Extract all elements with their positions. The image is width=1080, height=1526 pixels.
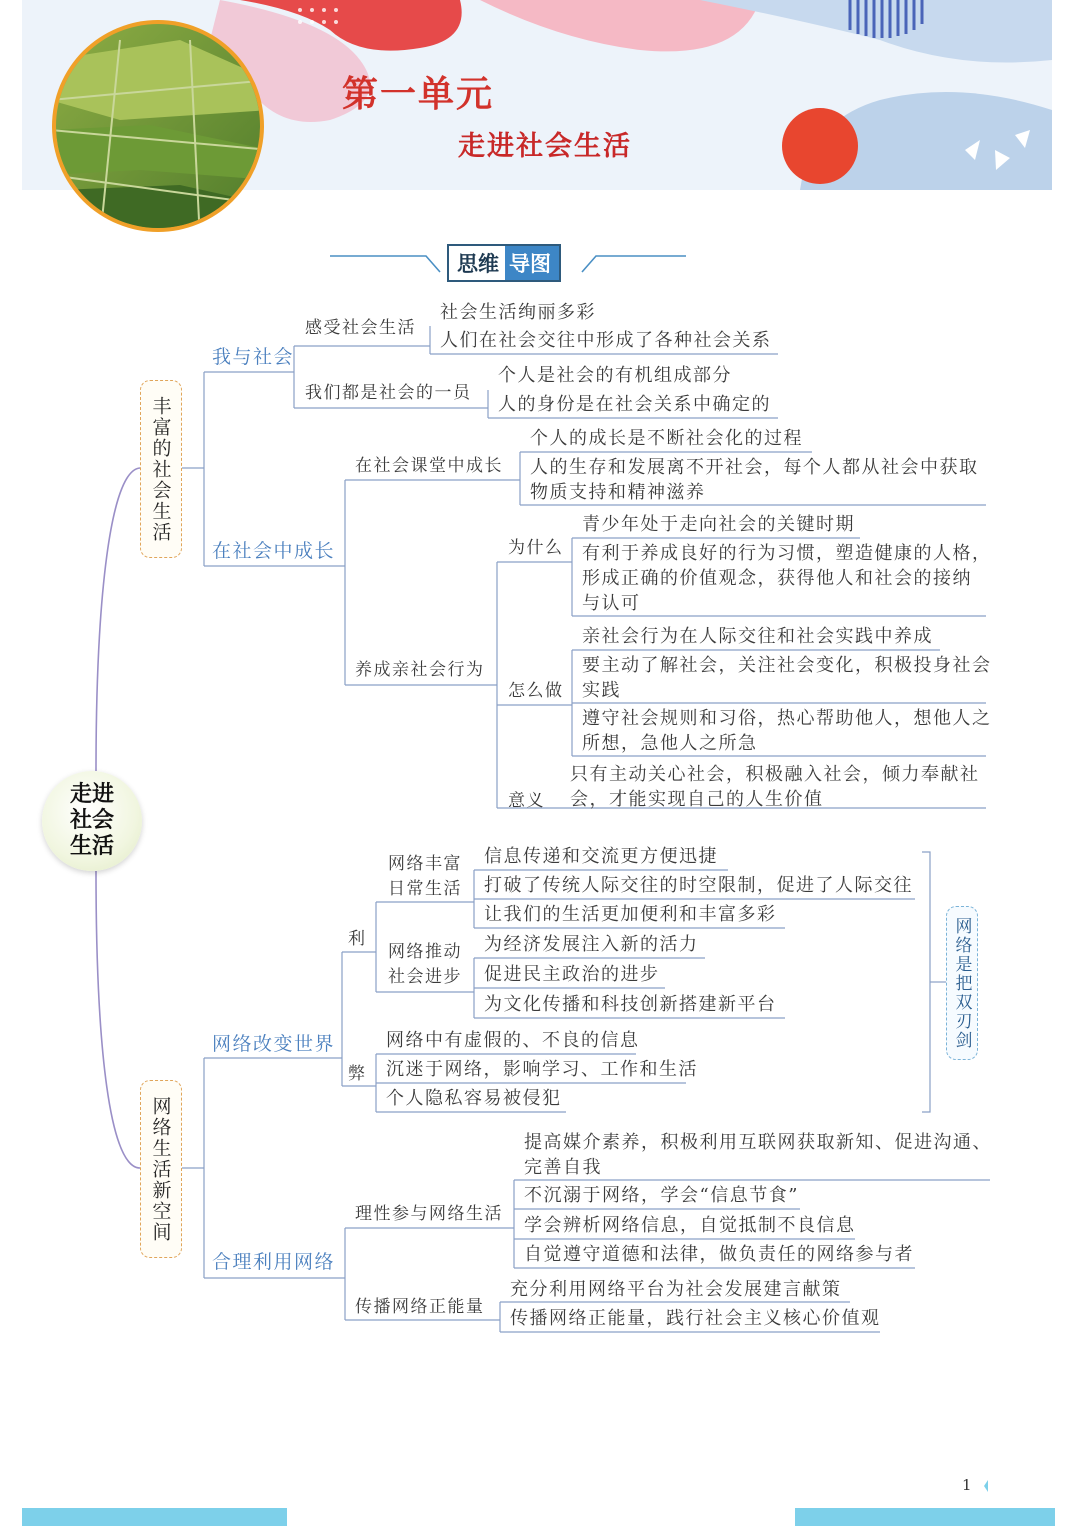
red-circle (782, 108, 858, 184)
leaf-bi1: 网络中有虚假的、不良的信息 (386, 1030, 640, 1051)
node-we-are-members: 我们都是社会的一员 (305, 383, 472, 403)
root-node (42, 771, 142, 871)
leaf-wsm2c: 与认可 (582, 593, 641, 614)
leaf-yy1b: 会，才能实现自己的人生价值 (570, 789, 824, 810)
leaf-wsm1: 青少年处于走向社会的关键时期 (582, 514, 855, 535)
leaf-lx3: 学会辨析网络信息，自觉抵制不良信息 (524, 1215, 856, 1236)
leaf-cb2: 传播网络正能量，践行社会主义核心价值观 (510, 1308, 881, 1329)
leaf-zmz1: 亲社会行为在人际交往和社会实践中养成 (582, 626, 933, 647)
leaf-lx2: 不沉溺于网络，学会“信息节食” (524, 1185, 799, 1206)
node-why: 为什么 (508, 538, 564, 558)
unit-subtitle: 走进社会生活 (458, 131, 632, 162)
root-label: 走进社会生活 (69, 782, 114, 859)
bottom-bar-right (795, 1508, 1055, 1526)
node-prosocial-behavior: 养成亲社会行为 (355, 660, 485, 680)
node-spread-positive-energy: 传播网络正能量 (355, 1297, 485, 1317)
node-advantage: 利 (348, 929, 367, 949)
leaf-td1: 为经济发展注入新的活力 (484, 934, 699, 955)
leaf-zmz2b: 实践 (582, 680, 621, 701)
node-meaning: 意义 (508, 791, 545, 811)
leaf-kt1: 个人的成长是不断社会化的过程 (530, 428, 803, 449)
leaf-fu2: 打破了传统人际交往的时空限制，促进了人际交往 (484, 875, 913, 896)
leaf-bi3: 个人隐私容易被侵犯 (386, 1088, 562, 1109)
node-social-classroom: 在社会课堂中成长 (355, 456, 503, 476)
leaf-fu1: 信息传递和交流更方便迅捷 (484, 846, 718, 867)
leaf-cb1: 充分利用网络平台为社会发展建言献策 (510, 1279, 842, 1300)
leaf-gs1: 社会生活绚丽多彩 (440, 302, 596, 323)
node-push-progress-a: 网络推动 (388, 942, 462, 962)
leaf-wm2: 人的身份是在社会关系中确定的 (498, 394, 771, 415)
leaf-wsm2b: 形成正确的价值观念，获得他人和社会的接纳 (582, 568, 972, 589)
node-grow-in-society: 在社会中成长 (212, 540, 336, 562)
leaf-bi2: 沉迷于网络，影响学习、工作和生活 (386, 1059, 698, 1080)
leaf-lx1a: 提高媒介素养，积极利用互联网获取新知、促进沟通、 (524, 1132, 992, 1153)
leaf-fu3: 让我们的生活更加便利和丰富多彩 (484, 904, 777, 925)
node-network-changes-world: 网络改变世界 (212, 1033, 336, 1055)
node-how: 怎么做 (508, 681, 564, 701)
leaf-lx4: 自觉遵守道德和法律，做负责任的网络参与者 (524, 1244, 914, 1265)
node-disadvantage: 弊 (348, 1064, 367, 1084)
section-rich-social-life: 丰富的社会生活 (140, 380, 182, 558)
node-feel-social-life: 感受社会生活 (305, 318, 416, 338)
page-arrow-icon (984, 1480, 988, 1492)
leaf-lx1b: 完善自我 (524, 1157, 602, 1178)
node-enrich-life-a: 网络丰富 (388, 854, 462, 874)
badge-text-a: 思维 (449, 246, 505, 280)
leaf-zmz3b: 所想，急他人之所急 (582, 733, 758, 754)
page-number: 1 (962, 1476, 972, 1494)
bottom-bar-left (22, 1508, 287, 1526)
leaf-yy1a: 只有主动关心社会，积极融入社会，倾力奉献社 (570, 764, 980, 785)
leaf-wsm2a: 有利于养成良好的行为习惯，塑造健康的人格， (582, 543, 992, 564)
leaf-td3: 为文化传播和科技创新搭建新平台 (484, 994, 777, 1015)
node-use-network-rationally: 合理利用网络 (212, 1251, 336, 1273)
badge-text-b: 导图 (505, 246, 559, 280)
leaf-wm1: 个人是社会的有机组成部分 (498, 365, 732, 386)
node-enrich-life-b: 日常生活 (388, 879, 462, 899)
leaf-td2: 促进民主政治的进步 (484, 964, 660, 985)
leaf-kt2b: 物质支持和精神滋养 (530, 482, 706, 503)
leaf-zmz3a: 遵守社会规则和习俗，热心帮助他人，想他人之 (582, 708, 992, 729)
mindmap-badge (447, 244, 561, 282)
leaf-gs2: 人们在社会交往中形成了各种社会关系 (440, 330, 772, 351)
node-push-progress-b: 社会进步 (388, 967, 462, 987)
leaf-zmz2a: 要主动了解社会，关注社会变化，积极投身社会 (582, 655, 992, 676)
section-network-life: 网络生活新空间 (140, 1080, 182, 1258)
leaf-kt2a: 人的生存和发展离不开社会，每个人都从社会中获取 (530, 457, 979, 478)
double-edged-sword-box: 网络是把双刃剑 (946, 906, 978, 1060)
node-me-and-society: 我与社会 (212, 346, 295, 368)
node-rational-participation: 理性参与网络生活 (355, 1204, 503, 1224)
unit-title: 第一单元 (342, 74, 495, 115)
